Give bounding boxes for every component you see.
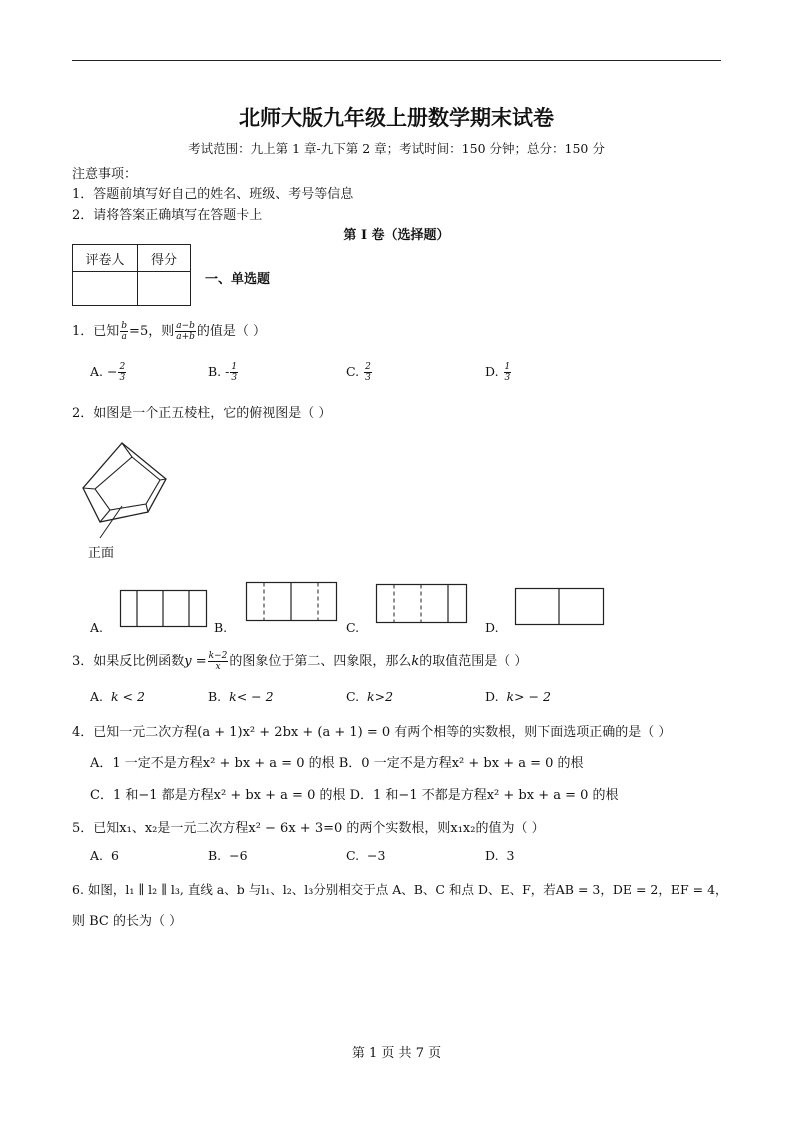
q2-option-b-figure[interactable] (246, 582, 338, 622)
q2-option-c-figure[interactable] (376, 584, 468, 624)
question-2: 2．如图是一个正五棱柱，它的俯视图是（ ） (72, 406, 332, 421)
score-table-header-score: 得分 (138, 245, 191, 272)
q5-option-d[interactable]: D. 3 (485, 848, 515, 863)
page-number: 第 1 页 共 7 页 (351, 1046, 442, 1061)
q1-option-d[interactable]: D. $\frac{1}{3}$ (485, 362, 511, 383)
q5-option-b[interactable]: B. −6 (208, 848, 248, 863)
question-5: 5．已知x₁、x₂是一元二次方程x² − 6x + 3=0 的两个实数根，则x₁x₂的值为（ ） (72, 821, 545, 836)
q3-option-a[interactable]: A. k < 2 (90, 689, 145, 704)
q4-options-line-2[interactable]: C．1 和−1 都是方程x² + bx + a = 0 的根 D．1 和−1 不都是方程x² + bx + a = 0 的根 (90, 788, 619, 803)
question-6-line-1: 6. 如图，l₁ ∥ l₂ ∥ l₃, 直线 a、b 与l₁、l₂、l₃分别相交于点 A、B、C 和点 D、E、F，若AB = 3，DE = 2，EF = 4， (72, 882, 728, 897)
header-rule (72, 60, 721, 61)
question-1 (72, 320, 266, 342)
q1-f1-num: b (121, 321, 128, 331)
score-table-header-grader: 评卷人 (73, 245, 138, 272)
q2-option-d-figure[interactable] (515, 588, 605, 626)
q1-mid: =5，则 (129, 324, 175, 339)
notice-item-2: 2．请将答案正确填写在答题卡上 (72, 208, 263, 223)
section-title: 一、单选题 (205, 272, 271, 287)
q2-option-a-figure[interactable] (120, 590, 208, 628)
pentagonal-prism-figure (80, 440, 180, 550)
q3-func-lhs: y = (184, 654, 207, 669)
q1-f2-num: a−b (176, 321, 195, 331)
score-table (72, 244, 191, 306)
q1-prefix: 1．已知 (72, 324, 120, 339)
q5-option-c[interactable]: C. −3 (346, 848, 386, 863)
q3-option-d[interactable]: D. k> − 2 (485, 689, 551, 704)
q1-option-c[interactable]: C. $\frac{2}{3}$ (346, 362, 371, 383)
exam-subtitle: 考试范围：九上第 1 章-九下第 2 章；考试时间：150 分钟；总分：150 分 (188, 141, 605, 156)
q1-fraction-b-over-a (120, 321, 128, 342)
front-face-label: 正面 (88, 546, 115, 561)
q1-suffix: 的值是（ ） (196, 324, 267, 339)
q3-option-c[interactable]: C. k>2 (346, 689, 394, 704)
q1-option-a[interactable]: A. − $\frac{2}{3}$ (90, 362, 126, 383)
q2-option-b-label[interactable]: B. (214, 620, 228, 635)
q2-option-c-label[interactable]: C. (346, 620, 360, 635)
q5-option-a[interactable]: A. 6 (90, 848, 119, 863)
score-table-cell-score (138, 272, 191, 306)
notice-heading: 注意事项： (72, 167, 138, 182)
question-4: 4．已知一元二次方程(a + 1)x² + 2bx + (a + 1) = 0 有两个相等的实数根，则下面选项正确的是（ ） (72, 725, 672, 740)
q3-fraction: $\frac{k-2}{x}$ (208, 651, 228, 672)
question-6-line-2: 则 BC 的长为（ ） (72, 914, 183, 929)
question-3: 3．如果反比例函数y = $\frac{k-2}{x}$ 的图象位于第二、四象限，那么k的取值范围是（ ） (72, 651, 528, 672)
q4-options-line-1[interactable]: A．1 一定不是方程x² + bx + a = 0 的根 B．0 一定不是方程x² + bx + a = 0 的根 (90, 756, 584, 771)
exam-title: 北师大版九年级上册数学期末试卷 (239, 105, 554, 130)
notice-item-1: 1．答题前填写好自己的姓名、班级、考号等信息 (72, 187, 354, 202)
q2-option-d-label[interactable]: D. (485, 620, 499, 635)
volume-title: 第 I 卷（选择题） (343, 228, 450, 243)
q1-f2-den: a+b (176, 332, 195, 342)
q3-option-b[interactable]: B. k< − 2 (208, 689, 274, 704)
q2-option-a-label[interactable]: A. (90, 620, 104, 635)
q1-fraction-expr (175, 321, 196, 342)
q1-option-b[interactable]: B. - $\frac{1}{3}$ (208, 362, 238, 383)
score-table-cell-grader (73, 272, 138, 306)
q1-f1-den: a (121, 332, 127, 342)
